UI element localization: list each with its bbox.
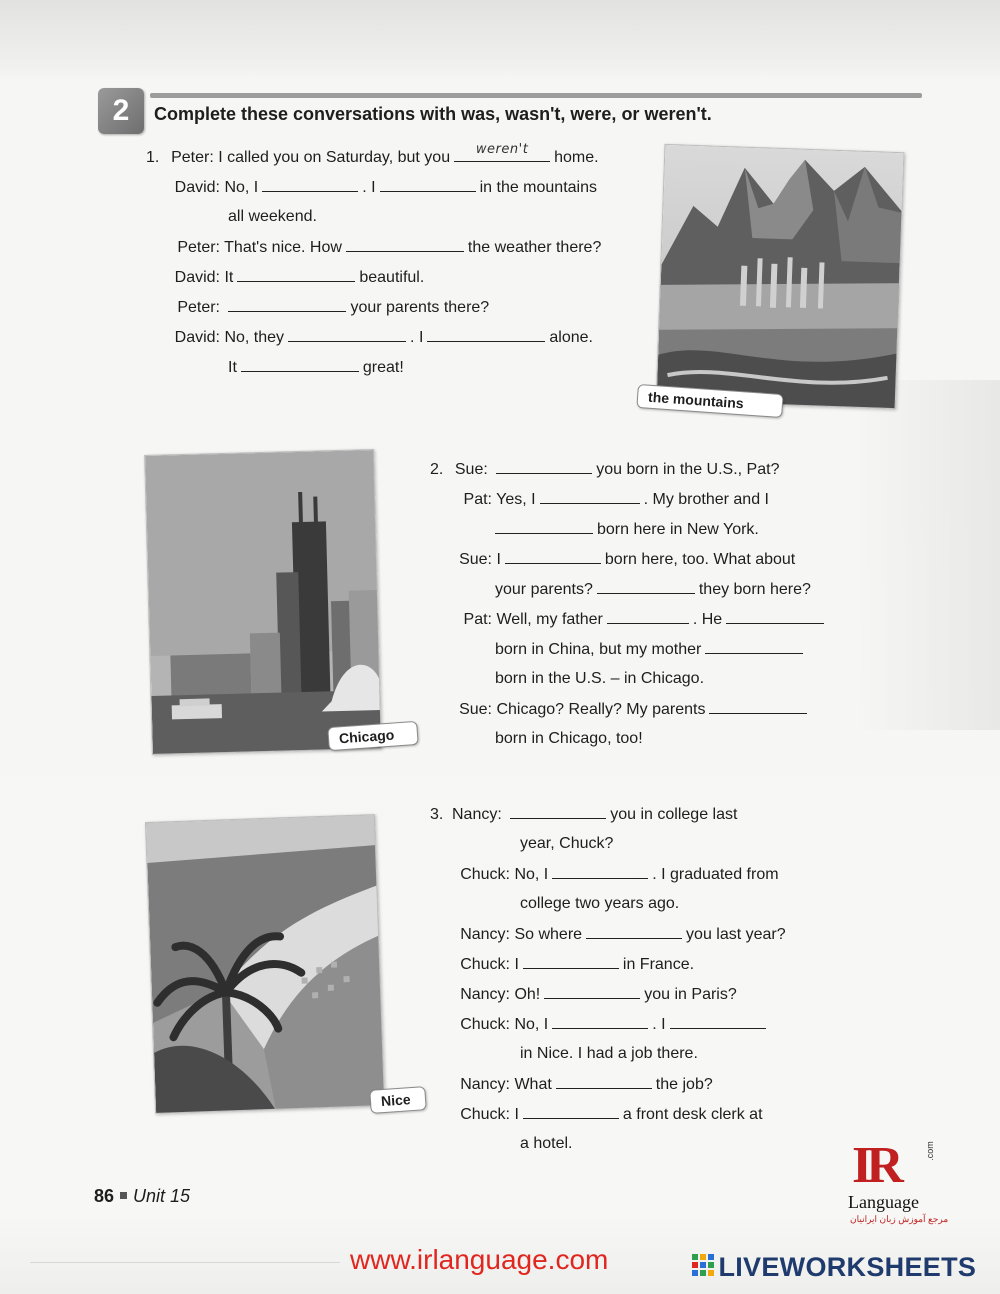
answer-blank[interactable] <box>228 297 346 312</box>
instruction-part: Complete these conversations with <box>154 104 462 124</box>
text: you last year? <box>686 926 786 943</box>
conv2-line-9 <box>452 699 811 720</box>
text: No, I <box>514 866 549 883</box>
logo-language: Language <box>848 1192 919 1212</box>
answer-blank[interactable] <box>556 1074 652 1089</box>
conv3-line-8 <box>454 1014 770 1035</box>
text: . I <box>410 329 424 346</box>
text: in France. <box>622 956 695 973</box>
text: the job? <box>655 1076 713 1093</box>
answer-blank[interactable] <box>540 489 640 504</box>
conv2-line-6 <box>452 609 828 630</box>
conv1-line-8 <box>228 357 404 378</box>
liveworksheets-text: LIVEWORKSHEETS <box>718 1252 977 1282</box>
text: I <box>514 956 519 973</box>
square-bullet-icon <box>120 1192 127 1199</box>
example-answer: weren't <box>475 142 529 157</box>
text: That's nice. How <box>224 239 342 256</box>
answer-blank[interactable] <box>288 327 406 342</box>
text: all weekend. <box>228 208 317 225</box>
conv2-line-10 <box>495 729 643 749</box>
page-footer <box>94 1186 190 1207</box>
text: born here, too. What about <box>604 551 796 568</box>
text: you in college last <box>610 806 738 823</box>
answer-blank[interactable] <box>552 1014 648 1029</box>
text: I <box>496 551 501 568</box>
header-rule <box>150 93 922 98</box>
liveworksheets-brand[interactable] <box>692 1252 976 1282</box>
speaker: Nancy: <box>460 986 510 1003</box>
speaker: David: <box>174 179 220 196</box>
text: Chicago? Really? My parents <box>496 701 706 718</box>
speaker: Chuck: <box>460 1106 510 1123</box>
answer-blank[interactable] <box>552 864 648 879</box>
answer-blank-filled[interactable] <box>454 142 550 162</box>
speaker: Pat: <box>463 491 492 508</box>
answer-blank[interactable] <box>523 1104 619 1119</box>
conv1-line-5 <box>170 267 424 288</box>
conv3-line-12 <box>520 1134 572 1154</box>
conv3-line-7 <box>454 984 737 1005</box>
conv2-line-5 <box>495 579 811 600</box>
text: . He <box>692 611 723 628</box>
conv3-line-4 <box>520 894 679 914</box>
chicago-caption: Chicago <box>327 721 418 751</box>
exercise-number-badge: 2 <box>98 88 144 134</box>
text: I <box>514 1106 519 1123</box>
conv1-number: 1. <box>146 149 160 166</box>
answer-blank[interactable] <box>726 609 824 624</box>
text: Well, my father <box>496 611 603 628</box>
conv1-line-4 <box>170 237 601 258</box>
conv1-line-2 <box>170 177 597 198</box>
text: born in China, but my mother <box>495 641 702 658</box>
text: . I <box>362 179 376 196</box>
conv2-line-1 <box>430 459 779 480</box>
answer-blank[interactable] <box>510 804 606 819</box>
scan-shade <box>850 380 1000 730</box>
instruction-part: or <box>616 104 645 124</box>
nice-caption: Nice <box>369 1086 427 1114</box>
speaker: Nancy: <box>460 926 510 943</box>
conv3-line-9 <box>520 1044 698 1064</box>
text: in the mountains <box>479 179 597 196</box>
speaker: Nancy: <box>452 806 502 823</box>
scan-top-shadow <box>0 0 1000 80</box>
text: your parents there? <box>350 299 490 316</box>
answer-blank[interactable] <box>607 609 689 624</box>
conv2-line-4 <box>452 549 795 570</box>
text: born here in New York. <box>597 521 759 538</box>
watermark-url[interactable]: www.irlanguage.com <box>350 1244 609 1275</box>
conv3-line-10 <box>454 1074 713 1095</box>
text: It <box>228 359 237 376</box>
speaker: Chuck: <box>460 1016 510 1033</box>
answer-blank[interactable] <box>380 177 476 192</box>
text: they born here? <box>698 581 811 598</box>
text: you in Paris? <box>644 986 737 1003</box>
speaker: Peter: <box>171 149 214 166</box>
text: beautiful. <box>359 269 425 286</box>
chicago-photo <box>144 449 382 755</box>
text: a hotel. <box>520 1135 573 1152</box>
text: So where <box>514 926 583 943</box>
instruction-keyword: was, wasn't, were, <box>461 104 617 124</box>
text: born in the U.S. – in Chicago. <box>495 670 705 687</box>
divider <box>30 1262 340 1263</box>
answer-blank[interactable] <box>523 954 619 969</box>
speaker: Sue: <box>454 461 488 478</box>
speaker: Sue: <box>459 551 492 568</box>
speaker: Peter: <box>177 299 220 316</box>
conv3-line-2 <box>520 834 613 854</box>
speaker: Nancy: <box>460 1076 510 1093</box>
answer-blank[interactable] <box>237 267 355 282</box>
conv2-line-3 <box>491 519 759 540</box>
conv2-line-7 <box>495 639 807 660</box>
text: great! <box>362 359 404 376</box>
irlanguage-logo <box>846 1136 949 1236</box>
conv3-line-6 <box>454 954 694 975</box>
speaker: Pat: <box>463 611 492 628</box>
answer-blank[interactable] <box>709 699 807 714</box>
answer-blank[interactable] <box>670 1014 766 1029</box>
answer-blank[interactable] <box>241 357 359 372</box>
unit-label: Unit 15 <box>133 1186 191 1206</box>
conv1-line-1 <box>146 142 599 168</box>
mountains-photo <box>656 144 905 409</box>
conv3-line-1 <box>430 804 737 825</box>
speaker: Chuck: <box>460 866 510 883</box>
text: No, they <box>224 329 285 346</box>
mountains-caption: the mountains <box>636 384 783 418</box>
text: Yes, I <box>496 491 536 508</box>
speaker: Chuck: <box>460 956 510 973</box>
conv2-line-8 <box>495 669 704 689</box>
text: college two years ago. <box>520 895 680 912</box>
text: No, I <box>224 179 259 196</box>
logo-ir: IR <box>852 1137 898 1194</box>
answer-blank[interactable] <box>496 459 592 474</box>
text: alone. <box>549 329 593 346</box>
conv2-line-2 <box>452 489 769 510</box>
page-number: 86 <box>94 1186 115 1206</box>
logo-com: .com <box>924 1141 935 1161</box>
text: born in Chicago, too! <box>495 730 643 747</box>
text: home. <box>554 149 599 166</box>
text: . I <box>652 1016 666 1033</box>
conv1-line-6 <box>170 297 489 318</box>
text: your parents? <box>495 581 593 598</box>
exercise-instruction <box>154 104 712 125</box>
answer-blank[interactable] <box>597 579 695 594</box>
nice-photo <box>145 814 385 1114</box>
answer-blank[interactable] <box>505 549 601 564</box>
conv3-line-5 <box>454 924 786 945</box>
conv1-line-7 <box>170 327 593 348</box>
conv1-line-3 <box>228 207 317 227</box>
text: Oh! <box>514 986 541 1003</box>
text: a front desk clerk at <box>622 1106 763 1123</box>
text: you born in the U.S., Pat? <box>596 461 780 478</box>
conv3-number: 3. <box>430 806 444 823</box>
speaker: Peter: <box>177 239 220 256</box>
text: It <box>224 269 234 286</box>
text: What <box>514 1076 552 1093</box>
answer-blank[interactable] <box>544 984 640 999</box>
conv3-line-11 <box>454 1104 763 1125</box>
text: No, I <box>514 1016 549 1033</box>
text: . My brother and I <box>643 491 769 508</box>
logo-letters <box>852 1136 898 1195</box>
speaker: Sue: <box>459 701 492 718</box>
text: I called you on Saturday, but you <box>218 149 451 166</box>
instruction-keyword: weren't. <box>644 104 712 124</box>
answer-blank[interactable] <box>586 924 682 939</box>
conv2-number: 2. <box>430 461 444 478</box>
text: the weather there? <box>467 239 602 256</box>
text: . I graduated from <box>652 866 779 883</box>
answer-blank[interactable] <box>705 639 803 654</box>
answer-blank[interactable] <box>495 519 593 534</box>
answer-blank[interactable] <box>262 177 358 192</box>
answer-blank[interactable] <box>346 237 464 252</box>
text: year, Chuck? <box>520 835 614 852</box>
text: in Nice. I had a job there. <box>520 1045 698 1062</box>
answer-blank[interactable] <box>427 327 545 342</box>
speaker: David: <box>174 269 220 286</box>
liveworksheets-grid-icon <box>692 1254 714 1276</box>
logo-persian-tagline: مرجع آموزش زبان ایرانیان <box>850 1214 949 1224</box>
conv3-line-3 <box>454 864 779 885</box>
speaker: David: <box>174 329 220 346</box>
